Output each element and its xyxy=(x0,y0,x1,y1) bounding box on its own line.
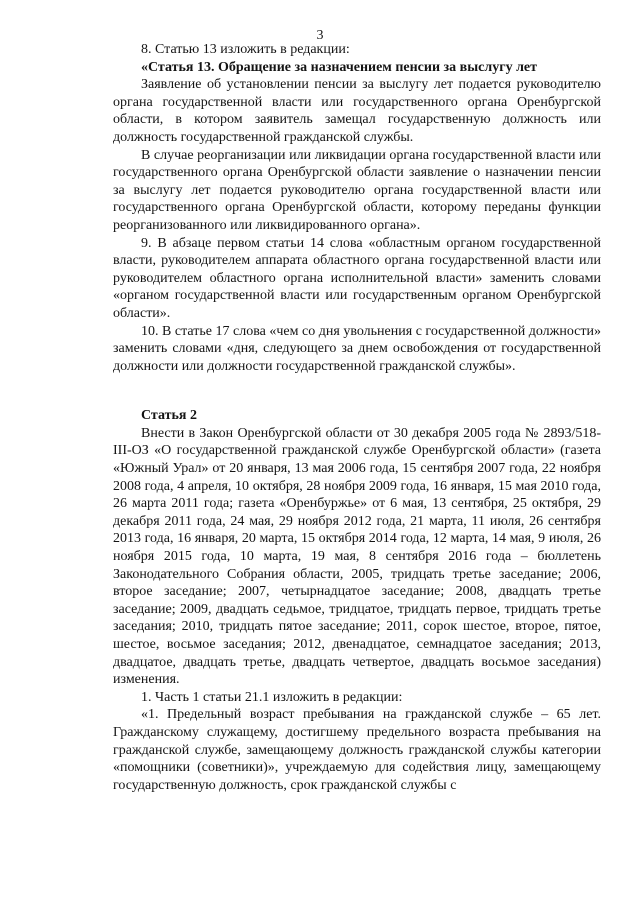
article-2-item-1-text: «1. Предельный возраст пребывания на гражданской службе – 65 лет. Гражданскому служащему, достигшему предельного возраста пребывания на гражданской службе, замещающему должность гражданской службы категории «помощники (советники)», учреждаемую для содействия лицу, замещающему государственную должность, срок гражданской службы с xyxy=(113,707,601,793)
item-9-paragraph: 9. В абзаце первом статьи 14 слова «областным органом государственной власти, руководителем аппарата областного органа государственной власти или руководителем областного органа исполнительной власти» заменить словами «органом государственной власти или государственным органом Оренбургской области». xyxy=(113,235,601,321)
article-13-title: «Статья 13. Обращение за назначением пенсии за выслугу лет xyxy=(141,59,538,75)
article-13-paragraph-2: В случае реорганизации или ликвидации органа государственной власти или государственного органа Оренбургской области заявление о назначении пенсии за выслугу лет подается руководителю органа государственной власти или государственного органа Оренбургской области, которому переданы функции реорганизованного или ликвидированного органа». xyxy=(113,147,601,233)
item-10-paragraph: 10. В статье 17 слова «чем со дня увольнения с государственной должности» заменить словами «дня, следующего за днем освобождения от государственной должности или должности государственной гражданской службы». xyxy=(113,323,601,374)
article-2-item-1-intro: 1. Часть 1 статьи 21.1 изложить в редакции: xyxy=(141,689,403,705)
section-gap xyxy=(113,375,601,407)
article-2-heading: Статья 2 xyxy=(141,408,197,424)
document-body xyxy=(113,41,601,794)
item-8-intro: 8. Статью 13 изложить в редакции: xyxy=(141,42,350,57)
page-number: 3 xyxy=(316,28,324,43)
article-2-intro: Внести в Закон Оренбургской области от 30 декабря 2005 года № 2893/518-III-ОЗ «О государственной гражданской службе Оренбургской области» (газета «Южный Урал» от 20 января, 13 мая 2006 года, 15 сентября 2007 года, 22 ноября 2008 года, 4 апреля, 10 октября, 28 ноября 2009 года, 16 января, 15 мая 2010 года, 26 марта 2011 года; газета «Оренбуржье» от 6 мая, 13 сентября, 25 октября, 29 декабря 2011 года, 24 мая, 29 ноября 2012 года, 21 марта, 11 июля, 26 сентября 2013 года, 16 января, 20 марта, 15 октября 2014 года, 12 марта, 14 мая, 9 июля, 26 ноября 2015 года, 10 марта, 19 мая, 8 сентября 2016 года – бюллетень Законодательного Собрания области, 2005, тридцать третье заседание; 2006, второе заседание; 2007, четырнадцатое заседание; 2008, двадцать третье заседание; 2009, двадцать седьмое, тридцатое, тридцать первое, тридцать третье заседания; 2010, тридцать пятое заседание; 2011, сорок шестое, второе, пятое, шестое, восьмое заседания; 2012, двенадцатое, семнадцатое заседания; 2013, двадцатое, двадцать третье, двадцать четвертое, двадцать восьмое заседания) изменения. xyxy=(113,425,601,688)
article-13-paragraph-1: Заявление об установлении пенсии за выслугу лет подается руководителю органа государственной власти или государственного органа Оренбургской области, в котором заявитель замещал государственную должность или должность государственной гражданской службы. xyxy=(113,77,601,145)
